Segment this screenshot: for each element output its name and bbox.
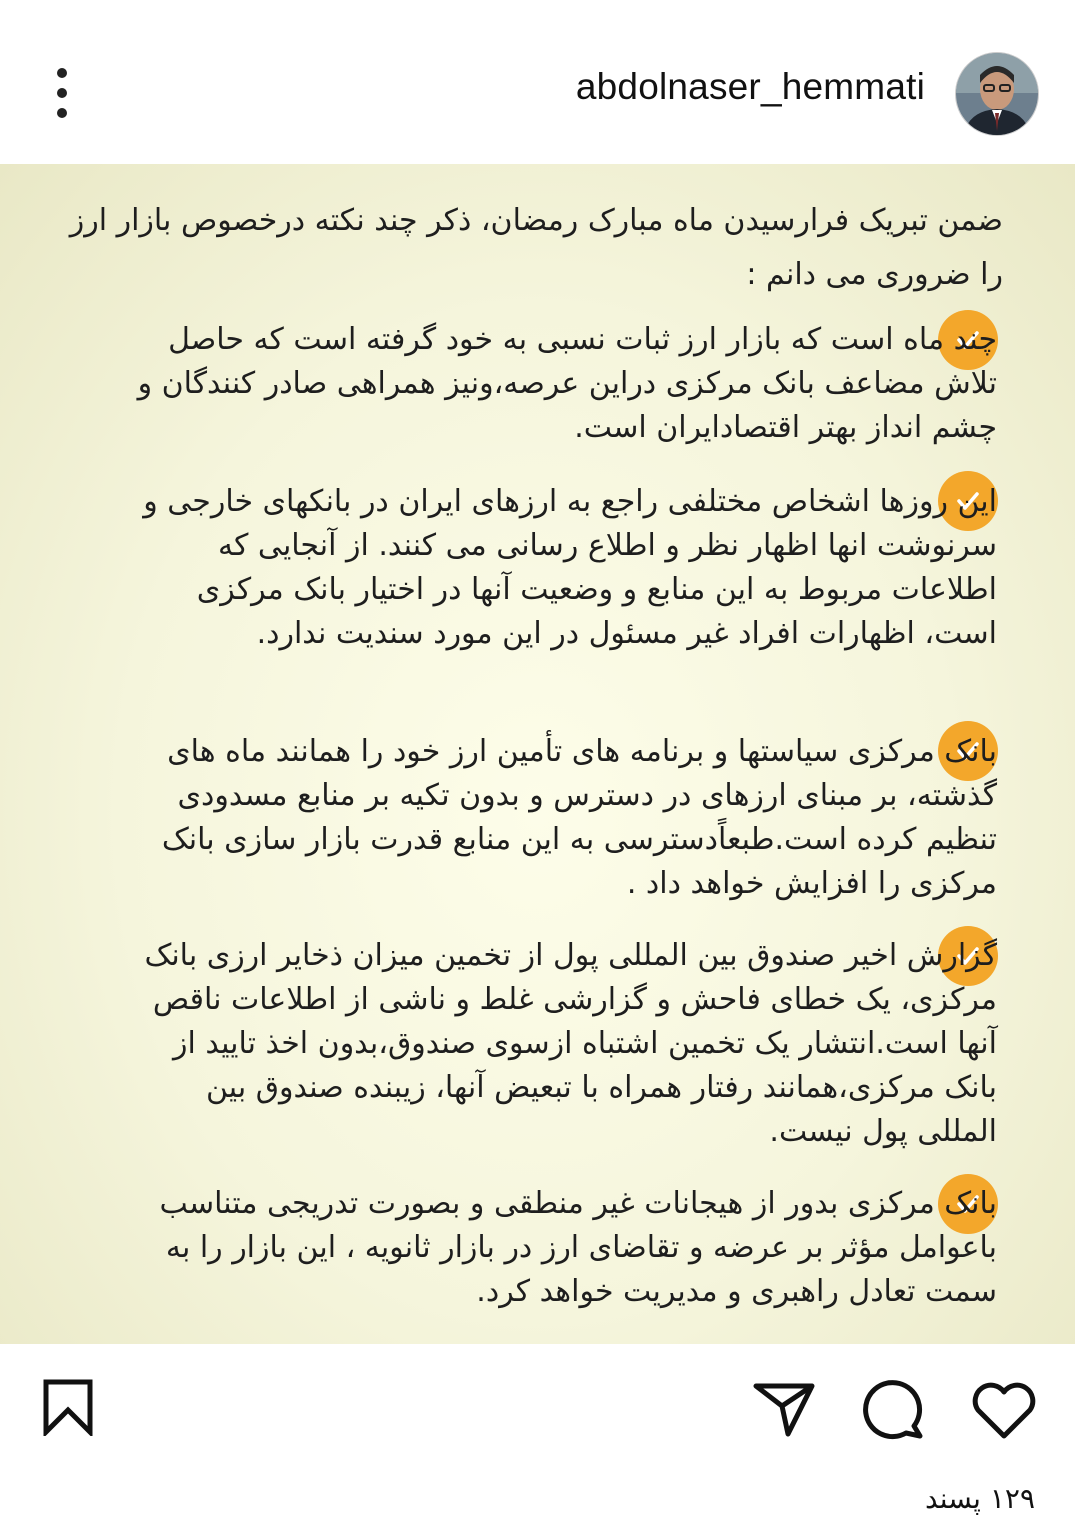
bullet-point-4: گزارش اخیر صندوق بین المللی پول از تخمین میزان ذخایر ارزی بانک مرکزی، یک خطای فاحش و گزارشی غلط و ناشی از اطلاعات ناقص آنها است.انتشار یک تخمین اشتباه ازسوی صندوق،بدون اخذ تایید از بانک مرکزی،همانند رفتار همراه با تبعیض آنها، زیبنده صندوق بین المللی پول نیست. — [144, 938, 997, 1149]
more-options-button[interactable] — [42, 68, 82, 118]
bookmark-icon[interactable] — [42, 1378, 94, 1440]
comment-icon[interactable] — [862, 1378, 926, 1444]
post-intro-text: ضمن تبریک فرارسیدن ماه مبارک رمضان، ذکر چند نکته درخصوص بازار ارز را ضروری می دانم : — [69, 203, 1003, 292]
share-icon[interactable] — [752, 1380, 816, 1442]
bullet-point-1: چند ماه است که بازار ارز ثبات نسبی به خود گرفته است که حاصل تلاش مضاعف بانک مرکزی دراین عرصه،ونیز همراهی صادر کنندگان و چشم انداز بهتر اقتصادایران است. — [137, 322, 997, 445]
likes-count[interactable]: ۱۲۹ پسند — [925, 1482, 1035, 1515]
bullet-point-5: بانک مرکزی بدور از هیجانات غیر منطقی و بصورت تدریجی متناسب باعوامل مؤثر بر عرضه و تقاضای ارز در بازار ثانویه ، این بازار را به سمت تعادل راهبری و مدیریت خواهد کرد. — [159, 1186, 997, 1309]
avatar-image — [956, 53, 1038, 135]
avatar[interactable] — [955, 52, 1039, 136]
post-header — [0, 0, 1075, 164]
action-bar — [0, 1344, 1075, 1515]
post-image[interactable] — [0, 164, 1075, 1344]
more-dot — [57, 68, 67, 78]
bullet-point-2: این روزها اشخاص مختلفی راجع به ارزهای ایران در بانکهای خارجی و سرنوشت انها اظهار نظر و اطلاع رسانی می کنند. از آنجایی که اطلاعات مربوط به این منابع و وضعیت آنها در اختیار بانک مرکزی است، اظهارات افراد غیر مسئول در این مورد سندیت ندارد. — [143, 484, 997, 651]
bullet-point-3: بانک مرکزی سیاستها و برنامه های تأمین ارز خود را همانند ماه های گذشته، بر مبنای ارزهای در دسترس و بدون تکیه بر منابع مسدودی تنظیم کرده است.طبعاًدسترسی به این منابع قدرت بازار سازی بانک مرکزی را افزایش خواهد داد . — [161, 734, 997, 901]
more-dot — [57, 88, 67, 98]
username-link[interactable]: abdolnaser_hemmati — [575, 66, 925, 107]
more-dot — [57, 108, 67, 118]
like-heart-icon[interactable] — [970, 1382, 1038, 1444]
